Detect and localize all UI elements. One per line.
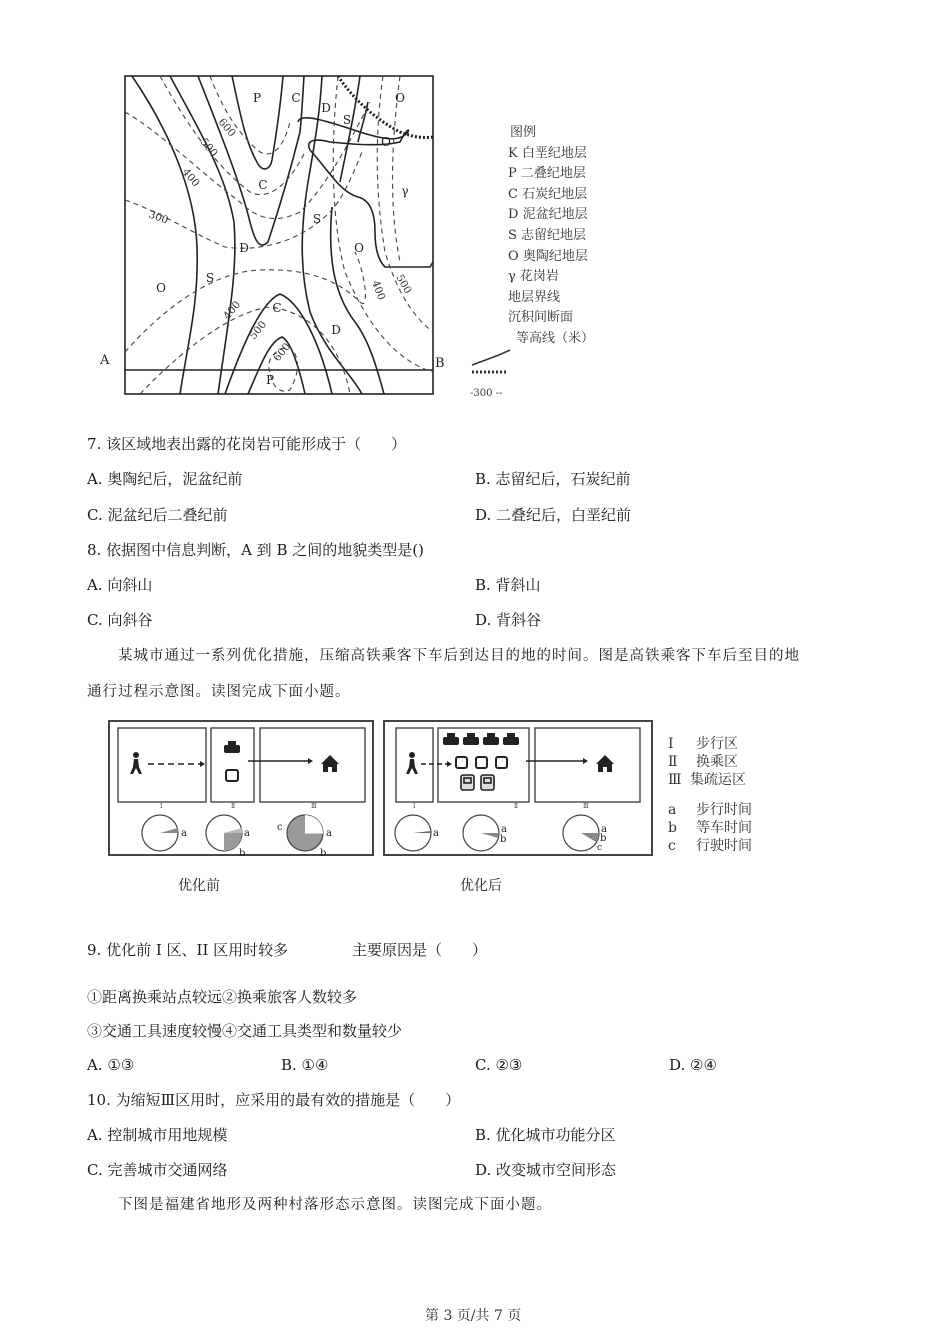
bus-icons: [456, 757, 507, 768]
unconformity-line: [338, 76, 433, 137]
q10-option-c[interactable]: C. 完善城市交通网络: [87, 1161, 228, 1179]
pie-before-zone1: [142, 815, 187, 851]
legend-item: S 志留纪地层: [508, 227, 587, 243]
svg-text:C: C: [291, 91, 301, 105]
svg-text:600: 600: [215, 116, 238, 140]
q7-option-a[interactable]: A. 奥陶纪后，泥盆纪前: [87, 470, 243, 488]
point-b-label: B: [435, 356, 445, 371]
pedestrian-icon: [406, 752, 418, 774]
house-icon: [596, 755, 614, 772]
q9-option-b[interactable]: B. ①④: [281, 1056, 329, 1074]
legend-zone-3: Ⅲ 集疏运区: [668, 772, 746, 788]
bus-icon: [226, 770, 238, 781]
svg-text:S: S: [342, 113, 352, 127]
svg-text:a: a: [601, 824, 607, 835]
legend-item: 沉积间断面: [508, 310, 574, 326]
q10-option-b[interactable]: B. 优化城市功能分区: [475, 1126, 616, 1144]
svg-text:D: D: [331, 323, 341, 337]
point-a-label: A: [100, 353, 110, 368]
q8-option-c[interactable]: C. 向斜谷: [87, 611, 153, 629]
pie-after-zone3: [563, 815, 607, 853]
q9-stem-part2: 主要原因是（ ）: [352, 941, 488, 959]
q9-items-line2: ③交通工具速度较慢④交通工具类型和数量较少: [87, 1022, 403, 1040]
svg-text:O: O: [395, 91, 405, 105]
taxi-icon: [224, 741, 240, 753]
svg-text:b: b: [239, 848, 246, 857]
svg-text:Ⅱ: Ⅱ: [231, 803, 236, 810]
pie-before-zone2: [206, 815, 250, 857]
svg-text:O: O: [156, 281, 166, 295]
svg-text:a: a: [181, 828, 187, 839]
legend-item: γ 花岗岩: [508, 269, 559, 285]
svg-text:-300 --: -300 --: [470, 388, 503, 399]
legend-item: P 二叠纪地层: [508, 166, 586, 182]
svg-text:400: 400: [369, 278, 388, 302]
q8-option-b[interactable]: B. 背斜山: [475, 576, 541, 594]
geologic-map-svg: [100, 72, 445, 402]
legend-item: C 石炭纪地层: [508, 186, 588, 202]
svg-text:a: a: [244, 828, 250, 839]
caption-after: 优化后: [460, 878, 502, 894]
svg-text:500: 500: [197, 136, 220, 160]
q8-stem: 8. 依据图中信息判断，A 到 B 之间的地貌类型是(): [87, 541, 424, 559]
q7-stem: 7. 该区域地表出露的花岗岩可能形成于（ ）: [87, 435, 407, 453]
svg-text:500: 500: [247, 318, 270, 342]
legend-time-c: c 行驶时间: [668, 838, 752, 854]
svg-text:a: a: [326, 828, 332, 839]
svg-text:600: 600: [271, 340, 294, 364]
legend-zone-1: Ⅰ 步行区: [668, 736, 738, 752]
svg-text:400: 400: [221, 298, 244, 322]
svg-text:Ⅰ: Ⅰ: [413, 803, 416, 810]
house-icon: [321, 755, 339, 772]
geologic-map: [100, 72, 445, 402]
svg-text:b: b: [320, 848, 327, 857]
q9-option-d[interactable]: D. ②④: [669, 1056, 717, 1074]
svg-text:500: 500: [393, 272, 414, 296]
q9-items-line1: ①距离换乘站点较远②换乘旅客人数较多: [87, 988, 358, 1006]
svg-text:Ⅱ: Ⅱ: [514, 803, 519, 810]
caption-before: 优化前: [178, 878, 220, 894]
legend-item: K 白垩纪地层: [508, 145, 587, 161]
svg-text:O: O: [381, 135, 391, 149]
legend-time-a: a 步行时间: [668, 802, 752, 818]
svg-text:C: C: [272, 301, 282, 315]
transit-diagram-before: [108, 720, 374, 857]
svg-text:b: b: [500, 834, 507, 845]
svg-text:D: D: [239, 241, 249, 255]
svg-text:γ: γ: [401, 184, 409, 198]
svg-text:c: c: [277, 822, 283, 833]
q10-option-d[interactable]: D. 改变城市空间形态: [475, 1161, 617, 1179]
svg-text:O: O: [354, 241, 364, 255]
q7-option-c[interactable]: C. 泥盆纪后二叠纪前: [87, 506, 228, 524]
svg-text:P: P: [265, 373, 275, 387]
q10-stem: 10. 为缩短Ⅲ区用时，应采用的最有效的措施是（ ）: [87, 1091, 461, 1109]
svg-text:S: S: [205, 271, 215, 285]
legend-title: 图例: [510, 125, 537, 140]
geo-legend: [508, 123, 628, 350]
svg-text:a: a: [433, 828, 439, 839]
svg-text:Ⅲ: Ⅲ: [311, 803, 317, 810]
page-number: 第 3 页/共 7 页: [425, 1308, 522, 1324]
pedestrian-icon: [130, 752, 142, 774]
svg-text:Ⅲ: Ⅲ: [583, 803, 589, 810]
transit-legend: [668, 735, 778, 855]
svg-text:c: c: [597, 843, 603, 853]
legend-zone-2: Ⅱ 换乘区: [668, 754, 738, 770]
svg-text:C: C: [258, 178, 268, 192]
q9-stem-part1: 9. 优化前 I 区、II 区用时较多: [87, 941, 289, 959]
svg-text:D: D: [321, 101, 331, 115]
intro-paragraph-line1: 某城市通过一系列优化措施，压缩高铁乘客下车后到达目的地的时间。图是高铁乘客下车后至目的地: [118, 648, 800, 664]
legend-item: O 奥陶纪地层: [508, 248, 588, 264]
pie-after-zone1: [395, 815, 439, 851]
pie-before-zone3: [277, 815, 332, 857]
legend-item: 等高线（米）: [516, 330, 595, 346]
svg-text:400: 400: [179, 166, 202, 190]
legend-time-b: b 等车时间: [668, 820, 752, 836]
legend-line-samples: [470, 330, 530, 400]
q10-option-a[interactable]: A. 控制城市用地规模: [87, 1126, 228, 1144]
svg-text:Ⅰ: Ⅰ: [160, 803, 163, 810]
intro-paragraph-line2: 通行过程示意图。读图完成下面小题。: [87, 684, 351, 700]
taxi-icons: [443, 733, 519, 745]
svg-text:S: S: [312, 212, 322, 226]
legend-item: 地层界线: [508, 289, 561, 305]
train-icons: [461, 775, 494, 790]
svg-text:b: b: [600, 833, 607, 844]
q8-option-d[interactable]: D. 背斜谷: [475, 611, 542, 629]
q9-option-a[interactable]: A. ①③: [87, 1056, 135, 1074]
q7-option-d[interactable]: D. 二叠纪后，白垩纪前: [475, 506, 632, 524]
legend-item: D 泥盆纪地层: [508, 207, 588, 223]
q9-option-c[interactable]: C. ②③: [475, 1056, 523, 1074]
q7-option-b[interactable]: B. 志留纪后，石炭纪前: [475, 470, 631, 488]
transit-diagram-after: [383, 720, 653, 857]
q8-option-a[interactable]: A. 向斜山: [87, 576, 153, 594]
svg-text:P: P: [252, 91, 262, 105]
svg-text:a: a: [501, 824, 507, 835]
intro-paragraph-2: 下图是福建省地形及两种村落形态示意图。读图完成下面小题。: [118, 1197, 552, 1213]
pie-after-zone2: [463, 815, 507, 851]
svg-text:300: 300: [146, 208, 170, 227]
